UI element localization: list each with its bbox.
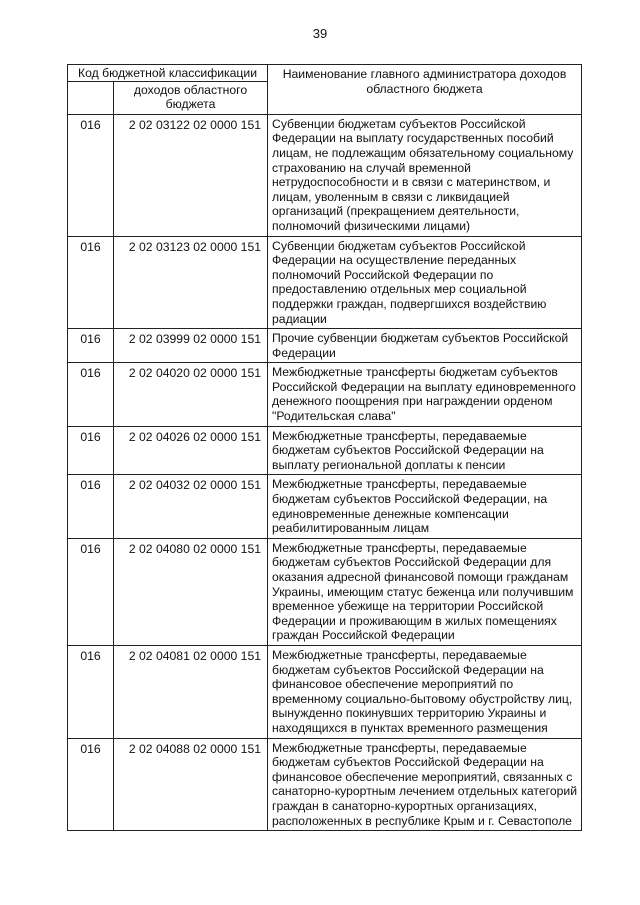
income-name-cell: Межбюджетные трансферты, передаваемые бюджетам субъектов Российской Федерации, на единовременные денежные компенсации реабилитированным лицам [268,475,582,538]
table-row [68,236,582,329]
income-name-cell: Межбюджетные трансферты, передаваемые бюджетам субъектов Российской Федерации на финансовое обеспечение мероприятий по временному социально-бытовому обустройству лиц, вынужденно покинувших территорию Украины и находящихся в пунктах временного размещения [268,645,582,738]
admin-code-cell: 016 [68,114,114,236]
income-code-cell: 2 02 04026 02 0000 151 [114,426,268,475]
table-row [68,645,582,738]
admin-code-cell: 016 [68,426,114,475]
admin-code-cell: 016 [68,363,114,426]
admin-code-cell: 016 [68,475,114,538]
income-name-cell: Межбюджетные трансферты, передаваемые бюджетам субъектов Российской Федерации для оказания адресной финансовой помощи гражданам Украины, имеющим статус беженца или получившим временное убежище на территории Российской Федерации и проживающим в жилых помещениях граждан Российской Федерации [268,538,582,645]
table-row [68,114,582,236]
table-row [68,738,582,831]
admin-code-cell: 016 [68,538,114,645]
income-code-cell: 2 02 04088 02 0000 151 [114,738,268,831]
header-administrator-name: Наименование главного администратора доходов областного бюджета [268,65,582,115]
table-row [68,538,582,645]
income-code-cell: 2 02 04080 02 0000 151 [114,538,268,645]
table-row [68,426,582,475]
table-row [68,475,582,538]
table-row [68,363,582,426]
header-code-group: Код бюджетной классификации [68,65,268,82]
table-row [68,329,582,363]
income-name-cell: Межбюджетные трансферты бюджетам субъектов Российской Федерации на выплату единовременного денежного поощрения при награждении орденом "Родительская слава" [268,363,582,426]
header-admin-code [68,81,114,114]
table-body [68,114,582,830]
header-income-code: доходов областного бюджета [114,81,268,114]
income-code-cell: 2 02 04081 02 0000 151 [114,645,268,738]
income-code-cell: 2 02 03122 02 0000 151 [114,114,268,236]
admin-code-cell: 016 [68,236,114,329]
table-header [68,65,582,115]
page-number: 39 [312,26,328,41]
income-code-cell: 2 02 03123 02 0000 151 [114,236,268,329]
income-code-cell: 2 02 04032 02 0000 151 [114,475,268,538]
income-name-cell: Субвенции бюджетам субъектов Российской Федерации на осуществление переданных полномочий Российской Федерации по предоставлению отдельных мер социальной поддержки граждан, подвергшихся воздействию радиации [268,236,582,329]
budget-classification-table [67,64,582,831]
admin-code-cell: 016 [68,738,114,831]
income-name-cell: Субвенции бюджетам субъектов Российской Федерации на выплату государственных пособий лицам, не подлежащим обязательному социальному страхованию на случай временной нетрудоспособности и в связи с материнством, и лицам, уволенным в связи с ликвидацией организаций (прекращением деятельности, полномочий физическими лицами) [268,114,582,236]
income-name-cell: Межбюджетные трансферты, передаваемые бюджетам субъектов Российской Федерации на выплату региональной доплаты к пенсии [268,426,582,475]
income-name-cell: Прочие субвенции бюджетам субъектов Российской Федерации [268,329,582,363]
admin-code-cell: 016 [68,329,114,363]
income-code-cell: 2 02 03999 02 0000 151 [114,329,268,363]
admin-code-cell: 016 [68,645,114,738]
income-name-cell: Межбюджетные трансферты, передаваемые бюджетам субъектов Российской Федерации на финансовое обеспечение мероприятий, связанных с санаторно-курортным лечением отдельных категорий граждан в санаторно-курортных организациях, расположенных в республике Крым и г. Севастополе [268,738,582,831]
income-code-cell: 2 02 04020 02 0000 151 [114,363,268,426]
